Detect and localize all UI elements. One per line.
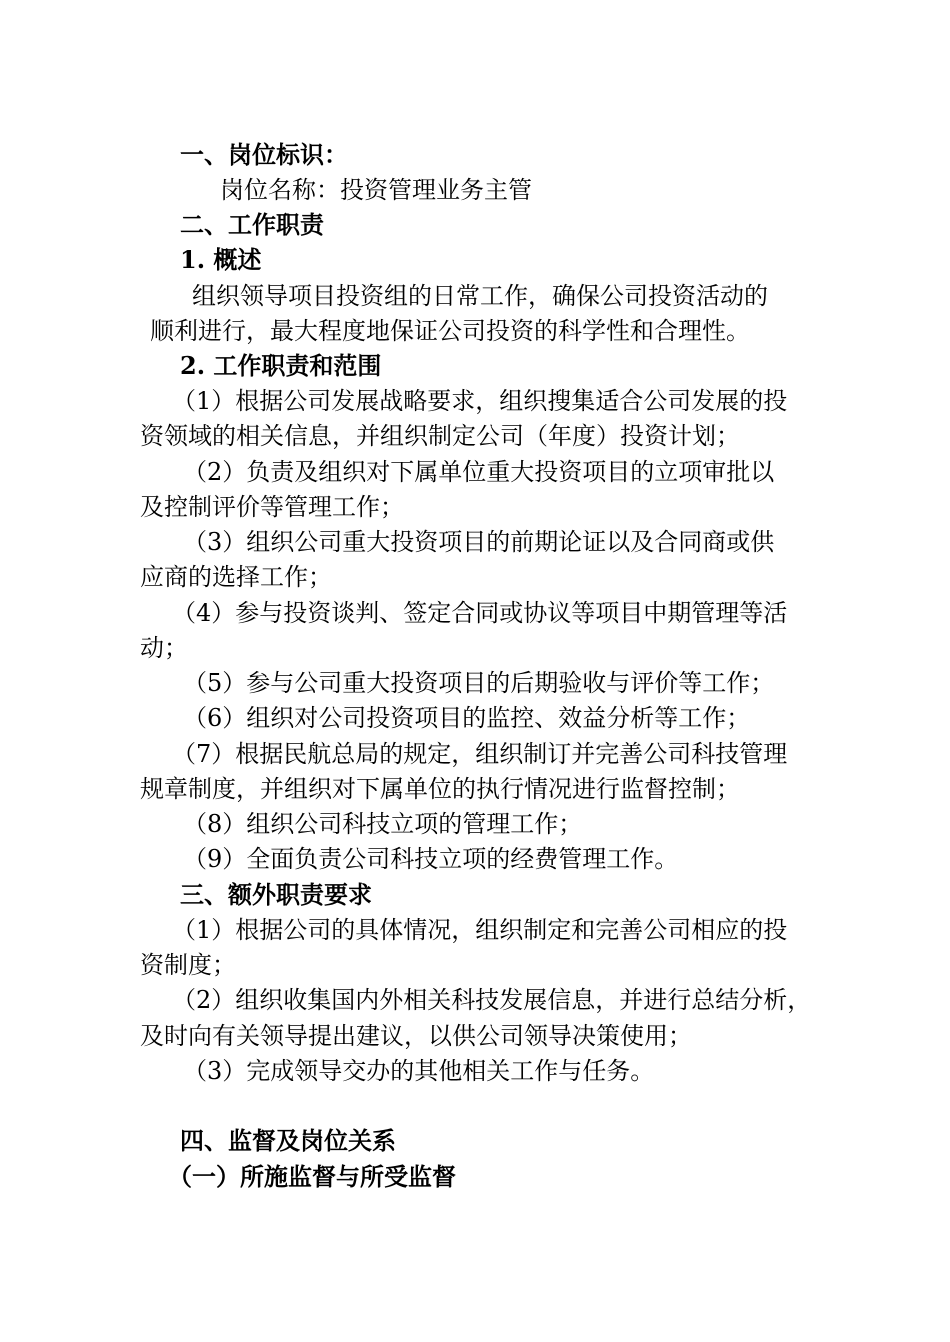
duty-4-line-1: （4）参与投资谈判、签定合同或协议等项目中期管理等活: [172, 599, 788, 627]
position-name-line: 岗位名称：投资管理业务主管: [220, 176, 532, 204]
section-heading-4: 四、监督及岗位关系: [180, 1126, 396, 1155]
section-heading-3: 三、额外职责要求: [180, 880, 372, 909]
duty-7-line-1: （7）根据民航总局的规定，组织制订并完善公司科技管理: [172, 740, 788, 768]
duty-1-line-2: 资领域的相关信息，并组织制定公司（年度）投资计划；: [140, 422, 740, 450]
extra-2-line-2: 及时向有关领导提出建议，以供公司领导决策使用；: [140, 1022, 692, 1050]
section-heading-1: 一、岗位标识：: [180, 140, 348, 169]
duty-3-line-2: 应商的选择工作；: [140, 563, 332, 591]
extra-2-line-1: （2）组织收集国内外相关科技发展信息，并进行总结分析，: [172, 986, 812, 1014]
duty-1-line-1: （1）根据公司发展战略要求，组织搜集适合公司发展的投: [172, 387, 788, 415]
duty-2-line-1: （2）负责及组织对下属单位重大投资项目的立项审批以: [183, 458, 775, 486]
duty-6-line: （6）组织对公司投资项目的监控、效益分析等工作；: [183, 704, 751, 732]
extra-1-line-2: 资制度；: [140, 951, 236, 979]
duty-4-line-2: 动；: [140, 634, 188, 662]
overview-line-2: 顺利进行，最大程度地保证公司投资的科学性和合理性。: [150, 317, 750, 345]
subheading-overview: 1. 概述: [180, 245, 262, 274]
duty-2-line-2: 及控制评价等管理工作；: [140, 493, 404, 521]
section-heading-2: 二、工作职责: [180, 210, 324, 239]
duty-8-line: （8）组织公司科技立项的管理工作；: [183, 810, 583, 838]
extra-3-line: （3）完成领导交办的其他相关工作与任务。: [183, 1057, 655, 1085]
duty-7-line-2: 规章制度，并组织对下属单位的执行情况进行监督控制；: [140, 775, 740, 803]
duty-5-line: （5）参与公司重大投资项目的后期验收与评价等工作；: [183, 669, 775, 697]
subheading-supervision: （一）所施监督与所受监督: [168, 1162, 456, 1191]
duty-9-line: （9）全面负责公司科技立项的经费管理工作。: [183, 845, 679, 873]
subheading-duties: 2. 工作职责和范围: [180, 351, 382, 380]
extra-1-line-1: （1）根据公司的具体情况，组织制定和完善公司相应的投: [172, 916, 788, 944]
overview-line-1: 组织领导项目投资组的日常工作，确保公司投资活动的: [192, 282, 768, 310]
duty-3-line-1: （3）组织公司重大投资项目的前期论证以及合同商或供: [183, 528, 775, 556]
